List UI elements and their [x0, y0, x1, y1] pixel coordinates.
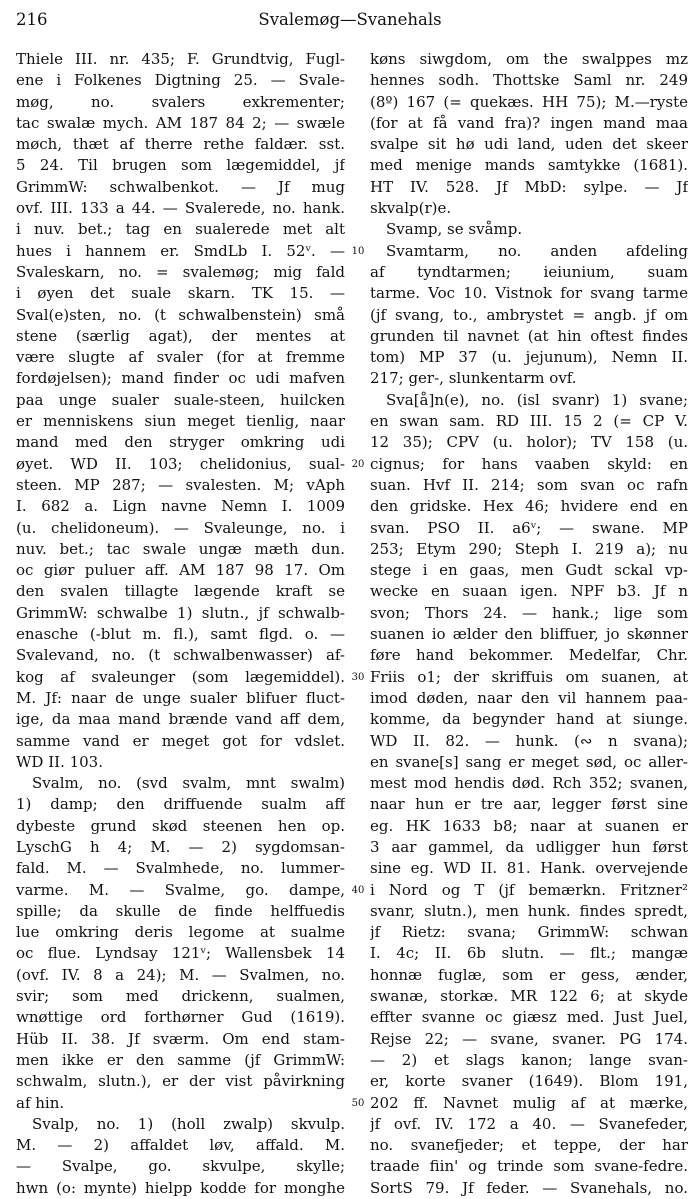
text-line: samme vand er meget got for vdslet.	[16, 731, 345, 750]
text-line: swanæ, storkæ. MR 122 6; at skyde	[370, 987, 688, 1006]
text-line: effter svanne oc giæsz med. Just Juel,	[370, 1008, 688, 1027]
text-line: 5 24. Til brugen som lægemiddel, jf	[16, 156, 345, 175]
text-line: WD II. 103.	[16, 752, 103, 771]
text-line: Svamtarm, no. anden afdeling	[386, 241, 688, 260]
text-line: ene i Folkenes Digtning 25. — Svale-	[16, 71, 345, 90]
text-line: no. svanefjeder; et teppe, der har	[370, 1136, 688, 1155]
text-line: stene (særlig agat), der mentes at	[16, 326, 345, 345]
text-line: (jf svang, to., ambrystet = angb. jf om	[370, 305, 688, 324]
text-line: fordøjelsen); mand finder oc udi mafven	[16, 369, 345, 388]
text-line: cignus; for hans vaaben skyld: en	[370, 454, 688, 473]
right-column	[370, 49, 688, 1199]
text-line: wecke en suaan igen. NPF b3. Jf n	[370, 582, 688, 601]
text-line: HT IV. 528. Jf MbD: sylpe. — Jf	[370, 177, 688, 196]
left-column	[16, 49, 345, 1199]
text-line: GrimmW: schwalbenkot. — Jf mug	[16, 177, 345, 196]
text-line: spille; da skulle de finde helffuedis	[16, 901, 345, 920]
text-line: en svane[s] sang er meget sød, oc aller-	[370, 752, 688, 771]
text-line: sine eg. WD II. 81. Hank. overvejende	[370, 859, 688, 878]
page-header	[16, 6, 684, 34]
text-line: hwn (o: mynte) hielpp kodde for monghe	[16, 1178, 345, 1197]
text-line: Svamp, se svåmp.	[386, 220, 523, 239]
text-line: traade fiin' og trinde som svane-fedre.	[370, 1157, 688, 1176]
line-number: 20	[351, 458, 365, 470]
text-line: den svalen tillagte lægende kraft se	[16, 582, 345, 601]
text-line: — 2) et slags kanon; lange svan-	[370, 1050, 688, 1069]
line-number: 50	[351, 1097, 365, 1109]
text-line: steen. MP 287; — svalesten. M; vAph	[16, 475, 345, 494]
text-line: Svalp, no. 1) (holl zwalp) skvulp.	[32, 1114, 345, 1133]
text-line: — Svalpe, go. skvulpe, skylle;	[16, 1157, 345, 1176]
text-line: føre hand bekommer. Medelfar, Chr.	[370, 646, 688, 665]
text-line: 202 ff. Navnet mulig af at mærke,	[370, 1093, 688, 1112]
text-line: Svalevand, no. (t schwalbenwasser) af-	[16, 646, 345, 665]
text-line: svir; som med drickenn, sualmen,	[16, 987, 345, 1006]
text-line: den gridske. Hex 46; hvidere end en	[370, 497, 688, 516]
line-number: 40	[351, 884, 365, 896]
text-line: af hin.	[16, 1093, 65, 1112]
line-number: 10	[351, 245, 365, 257]
text-line: er, korte svaner (1649). Blom 191,	[370, 1072, 688, 1091]
text-line: wnøttige ord forthørner Gud (1619).	[16, 1008, 345, 1027]
text-line: eg. HK 1633 b8; naar at suanen er	[370, 816, 688, 835]
text-line: nuv. bet.; tac swale ungæ mæth dun.	[16, 539, 345, 558]
text-line: oc flue. Lyndsay 121ᵛ; Wallensbek 14	[16, 944, 345, 963]
running-title: Svalemøg—Svanehals	[258, 10, 442, 29]
page-number: 216	[16, 10, 48, 29]
text-line: ovf. III. 133 a 44. — Svalerede, no. hank.	[16, 199, 345, 218]
text-line: stege i en gaas, men Gudt sckal vp-	[370, 561, 688, 580]
text-line: (ovf. IV. 8 a 24); M. — Svalmen, no.	[16, 965, 345, 984]
text-line: er menniskens siun meget tienlig, naar	[16, 412, 345, 431]
text-line: oc giør puluer aff. AM 187 98 17. Om	[16, 561, 345, 580]
text-line: møch, thæt af therre rethe faldær. sst.	[16, 135, 345, 154]
text-line: køns siwgdom, om the swalppes mz	[370, 50, 688, 68]
text-line: Friis o1; der skriffuis om suanen, at	[370, 667, 688, 686]
text-line: SortS 79. Jf feder. — Svanehals, no.	[370, 1178, 688, 1197]
text-line: tarme. Voc 10. Vistnok for svang tarme	[370, 284, 688, 303]
text-line: svan. PSO II. a6ᵛ; — swane. MP	[370, 518, 688, 537]
text-line: enasche (-blut m. fl.), samt flgd. o. —	[16, 625, 345, 644]
text-line: schwalm, slutn.), er der vist påvirkning	[16, 1072, 345, 1091]
text-line: tac swalæ mych. AM 187 84 2; — swæle	[16, 113, 345, 132]
text-line: Thiele III. nr. 435; F. Grundtvig, Fugl-	[16, 50, 345, 68]
text-line: fald. M. — Svalmhede, no. lummer-	[16, 859, 345, 878]
text-line: jf ovf. IV. 172 a 40. — Svanefeder,	[370, 1114, 688, 1133]
text-line: hues i hannem er. SmdLb I. 52ᵛ. —	[16, 241, 345, 260]
text-line: Sva[å]n(e), no. (isl svanr) 1) svane;	[386, 390, 688, 409]
text-line: dybeste grund skød steenen hen op.	[16, 816, 345, 835]
text-line: varme. M. — Svalme, go. dampe,	[16, 880, 345, 899]
text-line: I. 682 a. Lign navne Nemn I. 1009	[16, 497, 345, 516]
text-line: svon; Thors 24. — hank.; lige som	[370, 603, 688, 622]
text-line: mand med den stryger omkring udi	[16, 433, 345, 452]
text-line: naar hun er tre aar, legger først sine	[370, 795, 688, 814]
text-line: 1) damp; den driffuende sualm aff	[16, 795, 345, 814]
text-line: være slugte af svaler (for at fremme	[16, 348, 345, 367]
text-line: paa unge sualer suale-steen, huilcken	[16, 390, 345, 409]
text-line: af tyndtarmen; ieiunium, suam	[370, 262, 688, 281]
text-line: men ikke er den samme (jf GrimmW:	[16, 1050, 345, 1069]
text-line: tom) MP 37 (u. jejunum), Nemn II.	[370, 348, 688, 367]
text-line: en swan sam. RD III. 15 2 (= CP V.	[370, 412, 688, 431]
text-line: LyschG h 4; M. — 2) sygdomsan-	[16, 837, 345, 856]
text-line: 253; Etym 290; Steph I. 219 a); nu	[370, 539, 688, 558]
text-line: øyet. WD II. 103; chelidonius, sual-	[16, 454, 345, 473]
text-line: jf Rietz: svana; GrimmW: schwan	[370, 923, 688, 942]
text-line: suan. Hvf II. 214; som svan oc rafn	[370, 475, 688, 494]
text-line: lue omkring deris legome at sualme	[16, 923, 345, 942]
text-line: suanen io ælder den bliffuer, jo skønner	[370, 625, 688, 644]
text-line: i Nord og T (jf bemærkn. Fritzner²	[370, 880, 688, 899]
text-line: Svaleskarn, no. = svalemøg; mig fald	[16, 262, 345, 281]
text-line: Svalm, no. (svd svalm, mnt swalm)	[32, 774, 345, 793]
text-line: ige, da maa mand brænde vand aff dem,	[16, 710, 345, 729]
line-number: 30	[351, 671, 365, 683]
text-line: 217; ger-, slunkentarm ovf.	[370, 369, 577, 388]
text-line: (8º) 167 (= quekæs. HH 75); M.—ryste	[370, 92, 688, 111]
text-line: svalpe sit hø udi land, uden det skeer	[370, 135, 688, 154]
text-line: (for at få vand fra)? ingen mand maa	[370, 113, 688, 132]
text-line: GrimmW: schwalbe 1) slutn., jf schwalb-	[16, 603, 345, 622]
text-line: Sval(e)sten, no. (t schwalbenstein) små	[16, 305, 345, 324]
text-line: honnæ fuglæ, som er gess, ænder,	[370, 965, 688, 984]
text-line: skvalp(r)e.	[370, 199, 452, 218]
text-line: svanr, slutn.), men hunk. findes spredt,	[370, 901, 688, 920]
text-line: i nuv. bet.; tag en sualerede met alt	[16, 220, 345, 239]
text-line: komme, da begynder hand at siunge.	[370, 710, 688, 729]
text-line: mest mod hendis død. Rch 352; svanen,	[370, 774, 688, 793]
text-line: I. 4c; II. 6b slutn. — flt.; mangæ	[370, 944, 688, 963]
text-line: med menige mands samtykke (1681).	[370, 156, 688, 175]
text-line: M. Jf: naar de unge sualer blifuer fluct-	[16, 688, 345, 707]
text-line: imod døden, naar den vil hannem paa-	[370, 688, 688, 707]
text-line: kog af svaleunger (som lægemiddel).	[16, 667, 345, 686]
text-line: M. — 2) affaldet løv, affald. M.	[16, 1136, 345, 1155]
text-line: WD II. 82. — hunk. (∾ n svana);	[370, 731, 688, 750]
text-line: grunden til navnet (at hin oftest findes	[370, 326, 688, 345]
text-line: i øyen det suale skarn. TK 15. —	[16, 284, 345, 303]
text-line: 3 aar gammel, da udligger hun først	[370, 837, 688, 856]
text-line: Hüb II. 38. Jf sværm. Om end stam-	[16, 1029, 345, 1048]
text-line: (u. chelidoneum). — Svaleunge, no. i	[16, 518, 345, 537]
text-line: Rejse 22; — svane, svaner. PG 174.	[370, 1029, 688, 1048]
text-line: 12 35); CPV (u. holor); TV 158 (u.	[370, 433, 688, 452]
text-line: møg, no. svalers exkrementer;	[16, 92, 345, 111]
text-line: hennes sodh. Thottske Saml nr. 249	[370, 71, 688, 90]
